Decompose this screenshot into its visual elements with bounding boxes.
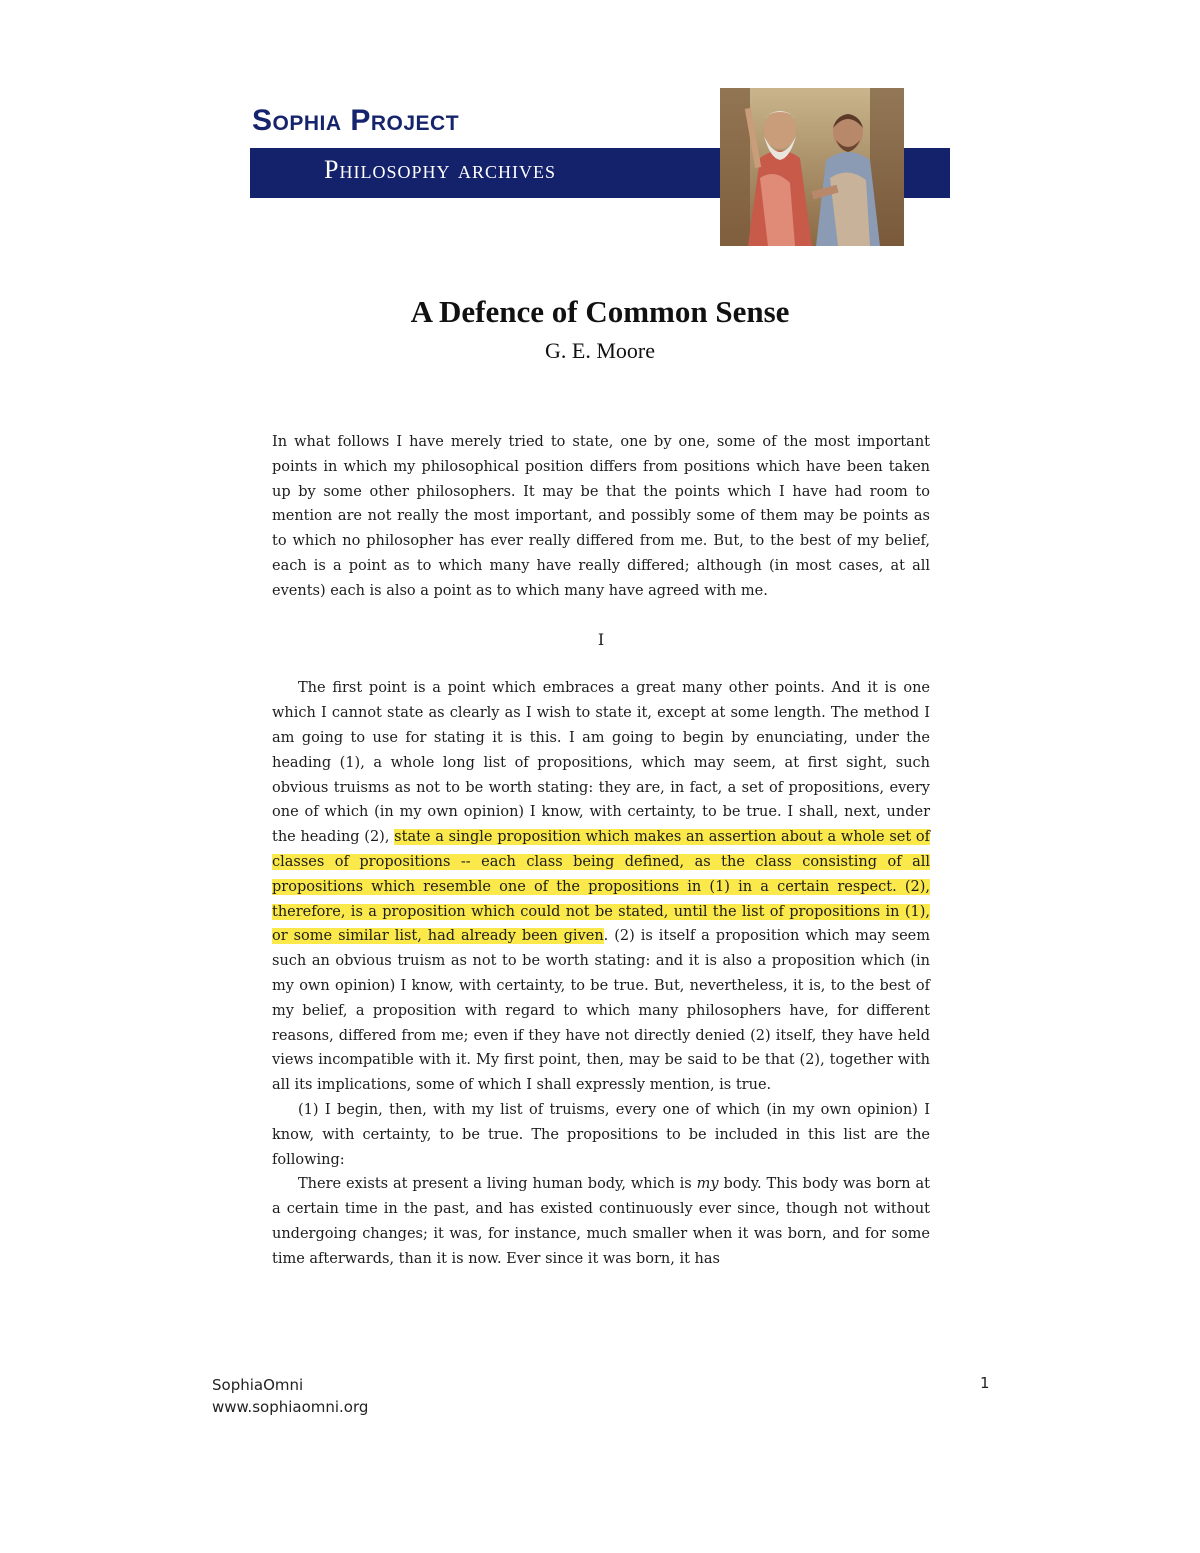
- document-title: A Defence of Common Sense: [410, 294, 790, 329]
- header-subtitle: Philosophy archives: [324, 155, 556, 184]
- paragraph-text: body. This body was born at a certain time in the past, and has existed continuously ever since, though not without undergoing changes; it was, for instance, much smaller when it was born, and for some time afterwards, than it is now. Ever since it was born, it has: [272, 1176, 930, 1267]
- highlighted-passage: state a single proposition which makes an assertion about a whole set of classes of propositions -- each class being defined, as the class consisting of all propositions which resemble one of the propositions in (1) in a certain respect. (2), therefore, is a proposition which could not be stated, until the list of propositions in (1), or some similar list, had already been given: [272, 829, 930, 945]
- document-body: [272, 430, 930, 1272]
- intro-paragraph: In what follows I have merely tried to state, one by one, some of the most important points in which my philosophical position differs from positions which have been taken up by some other philosophers. It may be that the points which I have had room to mention are not really the most important, and possibly some of them may be points as to which no philosopher has ever really differed from me. But, to the best of my belief, each is a point as to which many have really differed; although (in most cases, at all events) each is also a point as to which many have agreed with me.: [272, 434, 930, 599]
- footer-site-name: SophiaOmni: [212, 1376, 304, 1394]
- philosophers-painting-image: [720, 88, 904, 246]
- footer-site: [212, 1374, 368, 1418]
- header-banner: [250, 88, 950, 248]
- emphasis-text: my: [696, 1176, 719, 1193]
- paragraph-first-point: [272, 676, 930, 1098]
- paragraph-text: . (2) is itself a proposition which may seem such an obvious truism as not to be worth stating: and it is also a proposition which (in my own opinion) I know, with certainty, to be true. But, nevertheless, it is, to the best of my belief, a proposition with regard to which many philosophers have, for different reasons, differed from me; even if they have not directly denied (2) itself, they have held views incompatible with it. My first point, then, may be said to be that (2), together with all its implications, some of which I shall expressly mention, is true.: [272, 928, 930, 1094]
- paragraph-list-of-truisms: (1) I begin, then, with my list of truisms, every one of which (in my own opinion) I know, with certainty, to be true. The propositions to be included in this list are the following:: [272, 1101, 930, 1168]
- document-author: G. E. Moore: [545, 338, 655, 363]
- section-heading: I: [597, 629, 605, 649]
- page-number: 1: [980, 1374, 990, 1392]
- brand-title: Sophia Project: [252, 104, 460, 137]
- footer-site-url[interactable]: www.sophiaomni.org: [212, 1398, 369, 1416]
- paragraph-text: The first point is a point which embraces a great many other points. And it is one which I cannot state as clearly as I wish to state it, except at some length. The method I am going to use for stating it is this. I am going to begin by enunciating, under the heading (1), a whole long list of propositions, which may seem, at first sight, such obvious truisms as not to be worth stating: they are, in fact, a set of propositions, every one of which (in my own opinion) I know, with certainty, to be true. I shall, next, under the heading (2),: [272, 680, 930, 846]
- paragraph-human-body: [272, 1172, 930, 1271]
- paragraph-text: There exists at present a living human body, which is: [298, 1176, 697, 1193]
